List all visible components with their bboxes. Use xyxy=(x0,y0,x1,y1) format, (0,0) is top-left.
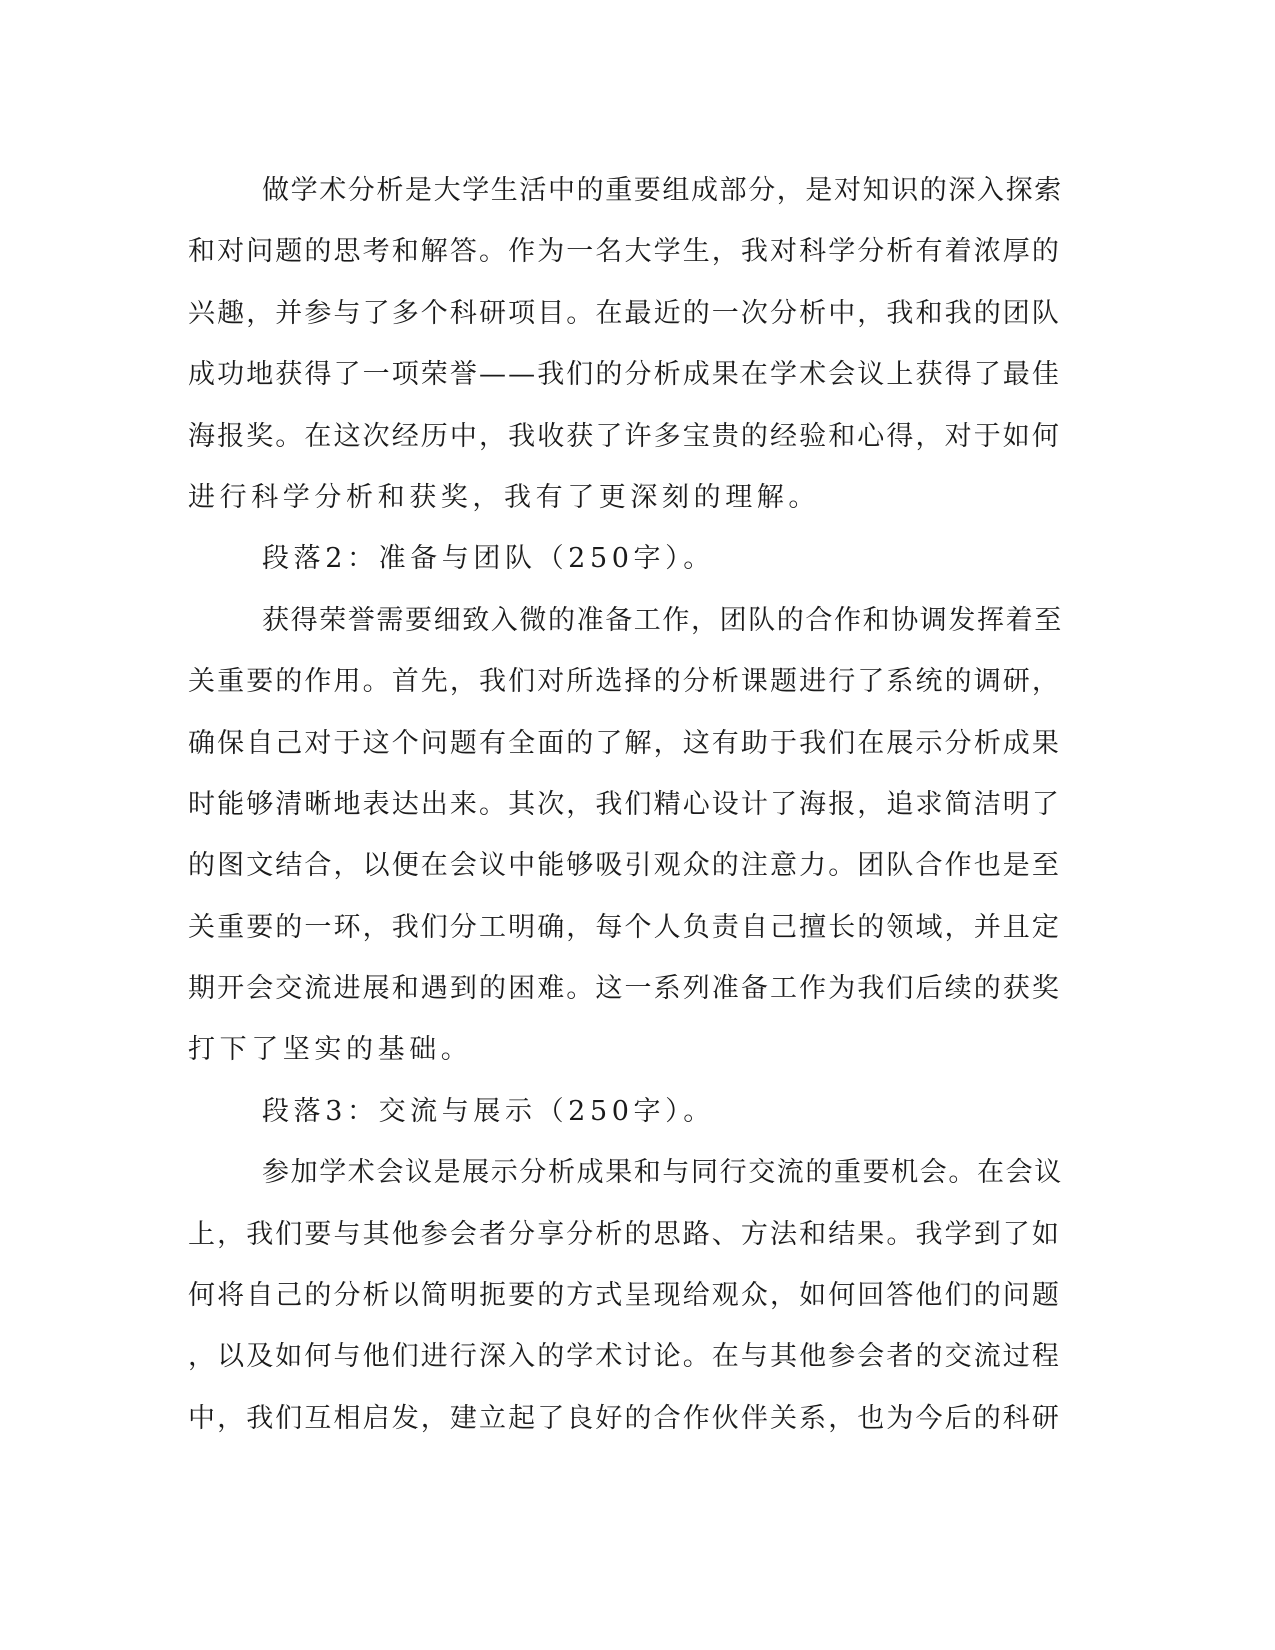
text-line: 成功地获得了一项荣誉——我们的分析成果在学术会议上获得了最佳 xyxy=(188,359,1061,391)
text-line: 上，我们要与其他参会者分享分析的思路、方法和结果。我学到了如 xyxy=(188,1218,1061,1250)
text-line: 做学术分析是大学生活中的重要组成部分，是对知识的深入探索 xyxy=(262,175,1063,206)
text-line: 何将自己的分析以简明扼要的方式呈现给观众，如何回答他们的问题 xyxy=(188,1280,1061,1312)
text-line: 参加学术会议是展示分析成果和与同行交流的重要机会。在会议 xyxy=(262,1157,1063,1189)
document-body xyxy=(188,160,1068,1449)
text-line: 关重要的作用。首先，我们对所选择的分析课题进行了系统的调研， xyxy=(188,666,1061,698)
text-line: 段落2：准备与团队（250字）。 xyxy=(262,543,715,575)
text-line: 打下了坚实的基础。 xyxy=(188,1034,473,1066)
text-line: 的图文结合，以便在会议中能够吸引观众的注意力。团队合作也是至 xyxy=(188,850,1061,882)
text-line: 获得荣誉需要细致入微的准备工作，团队的合作和协调发挥着至 xyxy=(262,604,1063,636)
text-line: 和对问题的思考和解答。作为一名大学生，我对科学分析有着浓厚的 xyxy=(188,236,1061,268)
text-line: 确保自己对于这个问题有全面的了解，这有助于我们在展示分析成果 xyxy=(188,727,1061,759)
text-line: 时能够清晰地表达出来。其次，我们精心设计了海报，追求简洁明了 xyxy=(188,788,1061,820)
text-line: 进行科学分析和获奖，我有了更深刻的理解。 xyxy=(188,481,820,513)
text-line: 兴趣，并参与了多个科研项目。在最近的一次分析中，我和我的团队 xyxy=(188,297,1061,329)
text-line: 关重要的一环，我们分工明确，每个人负责自己擅长的领域，并且定 xyxy=(188,911,1061,943)
text-line: ，以及如何与他们进行深入的学术讨论。在与其他参会者的交流过程 xyxy=(188,1341,1061,1373)
text-line: 中，我们互相启发，建立起了良好的合作伙伴关系，也为今后的科研 xyxy=(188,1402,1061,1434)
text-line: 段落3：交流与展示（250字）。 xyxy=(262,1095,715,1127)
text-line: 海报奖。在这次经历中，我收获了许多宝贵的经验和心得，对于如何 xyxy=(188,420,1061,452)
text-line: 期开会交流进展和遇到的困难。这一系列准备工作为我们后续的获奖 xyxy=(188,973,1061,1005)
